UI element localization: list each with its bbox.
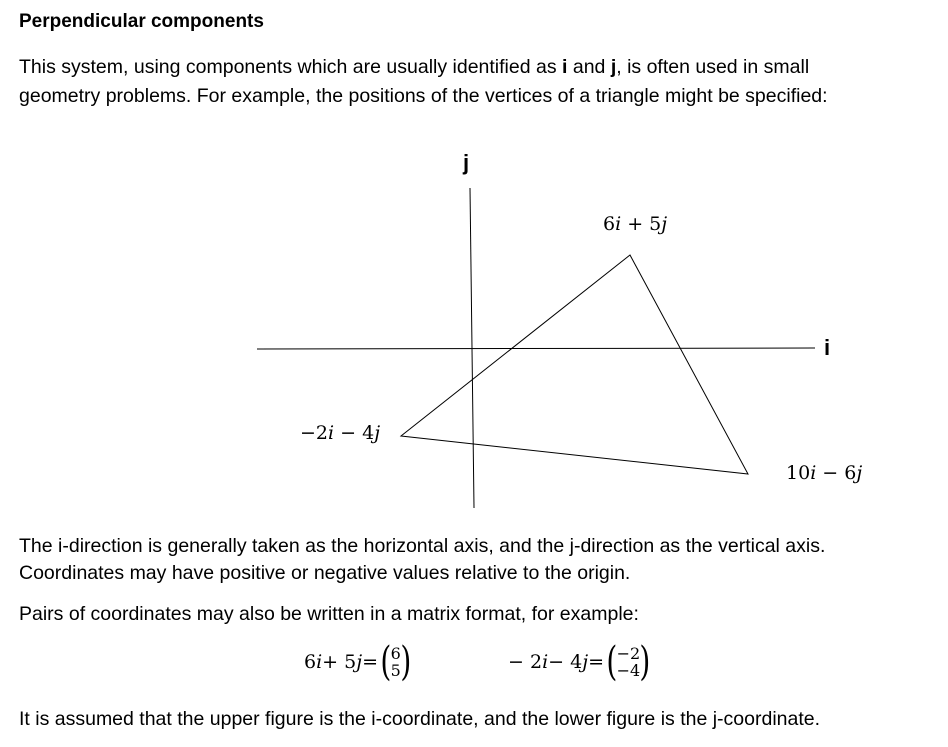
ex1-eq: = — [362, 651, 379, 673]
ex1-i: i — [316, 651, 323, 673]
ex1-op: + 5 — [322, 651, 357, 673]
vertex-left-label — [300, 422, 380, 444]
vertex-left-i: i — [328, 422, 335, 444]
ex2-vector — [617, 645, 641, 679]
ex1-top: 6 — [390, 644, 401, 663]
ex2-i: i — [542, 651, 549, 673]
ex2-lhs-a: − 2 — [508, 651, 543, 673]
vertex-left-j: j — [374, 422, 381, 444]
page-heading: Perpendicular components — [19, 11, 264, 32]
ex1-j: j — [356, 651, 363, 673]
conclusion-paragraph: It is assumed that the upper figure is the i-coordinate, and the lower figure is the j-coordinate. — [19, 708, 821, 730]
explanation-line-2: Coordinates may have positive or negative values relative to the origin. — [19, 562, 631, 584]
vertex-right-a: 10 — [786, 462, 811, 484]
intro-j-bold: j — [610, 56, 617, 78]
j-axis-label: j — [463, 150, 470, 175]
explanation-line-1: The i-direction is generally taken as the horizontal axis, and the j-direction as the vertical axis. — [19, 535, 826, 557]
ex1-left-paren: ( — [380, 639, 392, 685]
vertex-left-op: − 4 — [334, 422, 375, 444]
vertex-right-op: − 6 — [816, 462, 857, 484]
intro-line-2: geometry problems. For example, the positions of the vertices of a triangle might be specified: — [19, 85, 828, 107]
j-axis-line — [470, 188, 474, 508]
matrix-example-2 — [508, 640, 653, 684]
i-axis-label: i — [824, 335, 831, 360]
intro-and: and — [567, 56, 611, 78]
vertex-right-i: i — [810, 462, 817, 484]
vertex-right-j: j — [856, 462, 863, 484]
i-axis-line — [257, 348, 815, 349]
vertex-top-label — [603, 213, 667, 235]
explanation-paragraph — [19, 533, 825, 587]
ex2-j: j — [582, 651, 589, 673]
vertex-top-j: j — [661, 213, 668, 235]
ex1-lhs-a: 6 — [304, 651, 317, 673]
vertex-top-op: + 5 — [621, 213, 662, 235]
ex2-bottom: −4 — [616, 661, 641, 680]
vertex-top-a: 6 — [603, 213, 616, 235]
ex2-top: −2 — [616, 644, 641, 663]
intro-line1-post: , is often used in small — [616, 56, 810, 78]
matrix-example-1 — [304, 640, 413, 684]
intro-line1-pre: This system, using components which are usually identified as — [19, 56, 563, 78]
ex2-right-paren: ) — [639, 639, 651, 685]
ex2-left-paren: ( — [606, 639, 618, 685]
ex2-op: − 4 — [548, 651, 583, 673]
ex1-bottom: 5 — [390, 661, 401, 680]
vertex-left-a: −2 — [300, 422, 329, 444]
ex1-vector — [391, 645, 401, 679]
ex2-eq: = — [588, 651, 605, 673]
triangle-shape — [401, 255, 748, 474]
matrix-intro: Pairs of coordinates may also be written in a matrix format, for example: — [19, 603, 639, 625]
ex1-right-paren: ) — [400, 639, 412, 685]
intro-i-bold: i — [562, 56, 568, 78]
vertex-right-label — [786, 462, 862, 484]
vertex-top-i: i — [615, 213, 622, 235]
